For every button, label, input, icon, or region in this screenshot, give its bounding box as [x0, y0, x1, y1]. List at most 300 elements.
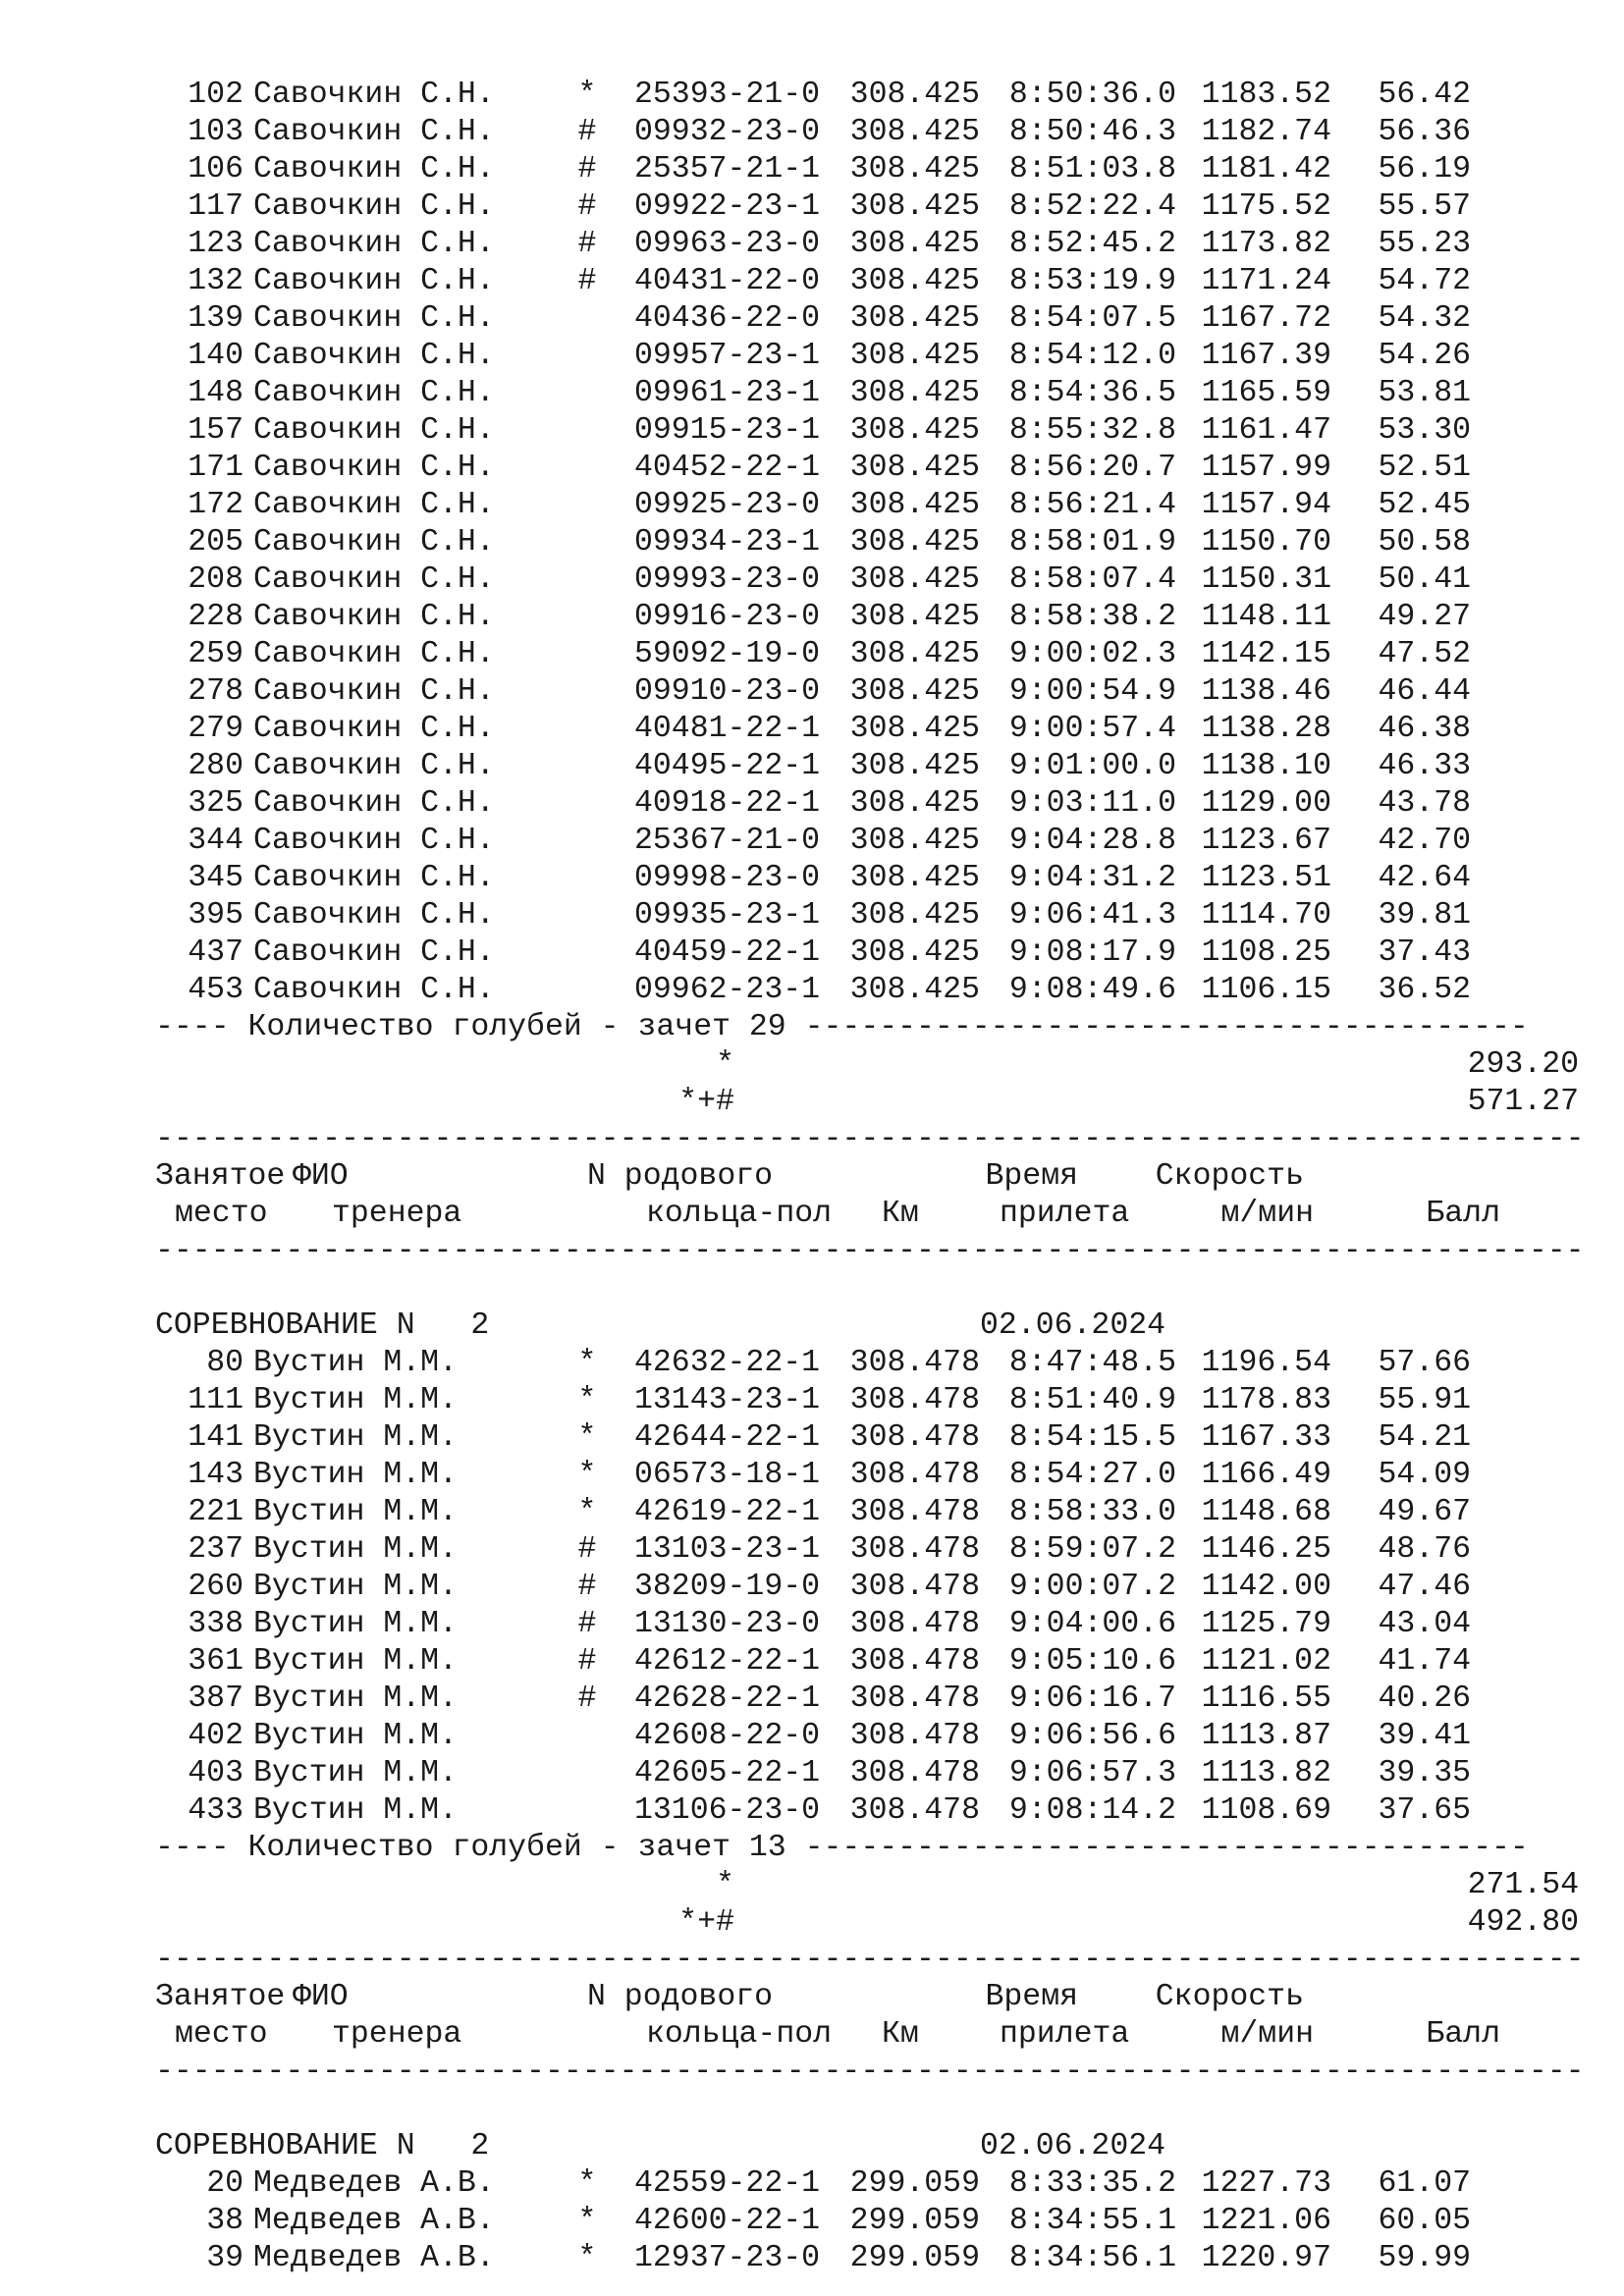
ring-cell: 42605-22-1 — [634, 1756, 821, 1790]
score-cell: 52.51 — [1378, 451, 1471, 485]
place-cell: 278 — [188, 674, 244, 709]
score-cell: 53.81 — [1378, 376, 1471, 410]
km-cell: 308.425 — [849, 749, 980, 783]
time-cell: 8:53:19.9 — [1008, 264, 1176, 298]
sum-star-mark: * — [716, 1047, 734, 1082]
km-cell: 308.425 — [849, 786, 980, 821]
speed-cell: 1150.31 — [1201, 562, 1331, 597]
trainer-name-cell: Медведев А.В. — [253, 2241, 495, 2275]
ring-cell: 42600-22-1 — [634, 2204, 821, 2238]
table-row — [155, 1457, 1585, 1494]
trainer-name-cell: Савочкин С.Н. — [253, 413, 495, 448]
table-row — [155, 823, 1585, 860]
speed-cell: 1142.15 — [1201, 637, 1331, 671]
header-speed-1: Скорость — [1155, 1980, 1304, 2014]
mark-cell — [558, 300, 617, 338]
mark-cell — [558, 1755, 617, 1792]
place-cell: 102 — [188, 78, 244, 112]
place-cell: 141 — [188, 1420, 244, 1455]
trainer-name-cell: Савочкин С.Н. — [253, 301, 495, 336]
km-cell: 308.425 — [849, 637, 980, 671]
header-place-2: место — [175, 2017, 268, 2052]
ring-cell: 09993-23-0 — [634, 562, 821, 597]
ring-cell: 09910-23-0 — [634, 674, 821, 709]
mark-cell: # — [577, 1532, 597, 1567]
time-cell: 9:00:57.4 — [1008, 712, 1176, 746]
table-row — [155, 785, 1585, 823]
table-header-row-1 — [155, 1158, 1585, 1196]
speed-cell: 1106.15 — [1201, 973, 1331, 1007]
table-row — [155, 226, 1585, 263]
ring-cell: 09932-23-0 — [634, 115, 821, 149]
place-cell: 259 — [188, 637, 244, 671]
mark-cell — [558, 1792, 617, 1830]
km-cell: 308.425 — [849, 600, 980, 634]
km-cell: 308.425 — [849, 712, 980, 746]
mark-cell: # — [577, 152, 597, 187]
speed-cell: 1138.10 — [1201, 749, 1331, 783]
time-cell: 8:56:21.4 — [1008, 488, 1176, 522]
km-cell: 308.478 — [849, 1607, 980, 1641]
rule-line: ----------------------------------------------------------------------------- — [155, 1234, 1585, 1268]
mark-cell — [558, 338, 617, 375]
time-cell: 8:51:03.8 — [1008, 152, 1176, 187]
km-cell: 308.425 — [849, 973, 980, 1007]
ring-cell: 40452-22-1 — [634, 451, 821, 485]
ring-cell: 25357-21-1 — [634, 152, 821, 187]
speed-cell: 1166.49 — [1201, 1458, 1331, 1492]
ring-cell: 42559-22-1 — [634, 2166, 821, 2201]
ring-cell: 25367-21-0 — [634, 824, 821, 858]
place-cell: 437 — [188, 935, 244, 970]
speed-cell: 1173.82 — [1201, 227, 1331, 261]
table-row — [155, 748, 1585, 785]
table-row — [155, 1531, 1585, 1569]
time-cell: 8:58:01.9 — [1008, 525, 1176, 560]
mark-cell — [558, 897, 617, 934]
trainer-name-cell: Савочкин С.Н. — [253, 78, 495, 112]
trainer-name-cell: Медведев А.В. — [253, 2166, 495, 2201]
km-cell: 308.425 — [849, 451, 980, 485]
speed-cell: 1108.69 — [1201, 1793, 1331, 1828]
trainer-name-cell: Савочкин С.Н. — [253, 637, 495, 671]
score-cell: 47.52 — [1378, 637, 1471, 671]
speed-cell: 1182.74 — [1201, 115, 1331, 149]
trainer-name-cell: Савочкин С.Н. — [253, 189, 495, 224]
km-cell: 308.425 — [849, 264, 980, 298]
time-cell: 8:52:45.2 — [1008, 227, 1176, 261]
sum-star-row — [155, 1867, 1585, 1904]
place-cell: 221 — [188, 1495, 244, 1529]
ring-cell: 09922-23-1 — [634, 189, 821, 224]
mark-cell — [558, 972, 617, 1009]
km-cell: 308.425 — [849, 898, 980, 933]
ring-cell: 42612-22-1 — [634, 1644, 821, 1679]
mark-cell: # — [577, 1682, 597, 1716]
time-cell: 9:06:16.7 — [1008, 1682, 1176, 1716]
competition-date: 02.06.2024 — [980, 2129, 1166, 2163]
km-cell: 308.478 — [849, 1793, 980, 1828]
score-cell: 46.33 — [1378, 749, 1471, 783]
trainer-name-cell: Савочкин С.Н. — [253, 935, 495, 970]
sum-all-value: 571.27 — [1467, 1085, 1579, 1119]
table-row — [155, 300, 1585, 338]
trainer-name-cell: Савочкин С.Н. — [253, 376, 495, 410]
mark-cell: * — [577, 2241, 597, 2275]
trainer-name-cell: Вустин М.М. — [253, 1570, 458, 1604]
ring-cell: 09962-23-1 — [634, 973, 821, 1007]
table-row — [155, 77, 1585, 114]
place-cell: 143 — [188, 1458, 244, 1492]
mark-cell: * — [577, 1495, 597, 1529]
header-time-1: Время — [985, 1159, 1078, 1194]
speed-cell: 1157.99 — [1201, 451, 1331, 485]
header-name-1: ФИО — [293, 1159, 349, 1194]
time-cell: 8:52:22.4 — [1008, 189, 1176, 224]
speed-cell: 1125.79 — [1201, 1607, 1331, 1641]
time-cell: 8:55:32.8 — [1008, 413, 1176, 448]
speed-cell: 1165.59 — [1201, 376, 1331, 410]
time-cell: 8:50:46.3 — [1008, 115, 1176, 149]
ring-cell: 40436-22-0 — [634, 301, 821, 336]
time-cell: 8:58:33.0 — [1008, 1495, 1176, 1529]
table-row — [155, 934, 1585, 972]
header-name-2: тренера — [332, 1197, 462, 1231]
mark-cell — [558, 561, 617, 599]
header-score: Балл — [1426, 1197, 1500, 1231]
speed-cell: 1150.70 — [1201, 525, 1331, 560]
speed-cell: 1175.52 — [1201, 189, 1331, 224]
sum-all-row — [155, 1904, 1585, 1942]
ring-cell: 09915-23-1 — [634, 413, 821, 448]
score-cell: 55.23 — [1378, 227, 1471, 261]
table-row — [155, 599, 1585, 636]
table-row — [155, 561, 1585, 599]
trainer-name-cell: Савочкин С.Н. — [253, 339, 495, 373]
mark-cell — [558, 599, 617, 636]
place-cell: 403 — [188, 1756, 244, 1790]
trainer-name-cell: Савочкин С.Н. — [253, 600, 495, 634]
competition-date: 02.06.2024 — [980, 1308, 1166, 1343]
place-cell: 132 — [188, 264, 244, 298]
score-cell: 52.45 — [1378, 488, 1471, 522]
table-row — [155, 1345, 1585, 1382]
score-cell: 36.52 — [1378, 973, 1471, 1007]
time-cell: 9:06:41.3 — [1008, 898, 1176, 933]
km-cell: 308.425 — [849, 861, 980, 895]
speed-cell: 1114.70 — [1201, 898, 1331, 933]
place-cell: 453 — [188, 973, 244, 1007]
table-row — [155, 1569, 1585, 1606]
results-document — [155, 77, 1585, 2277]
mark-cell: # — [577, 227, 597, 261]
score-cell: 46.38 — [1378, 712, 1471, 746]
ring-cell: 40459-22-1 — [634, 935, 821, 970]
score-cell: 59.99 — [1378, 2241, 1471, 2275]
score-cell: 54.26 — [1378, 339, 1471, 373]
trainer-name-cell: Савочкин С.Н. — [253, 749, 495, 783]
place-cell: 387 — [188, 1682, 244, 1716]
time-cell: 9:08:14.2 — [1008, 1793, 1176, 1828]
table-row — [155, 860, 1585, 897]
km-cell: 299.059 — [849, 2241, 980, 2275]
speed-cell: 1167.72 — [1201, 301, 1331, 336]
time-cell: 9:06:56.6 — [1008, 1719, 1176, 1753]
header-ring-2: кольца-пол — [646, 2017, 833, 2052]
score-cell: 60.05 — [1378, 2204, 1471, 2238]
sum-all-mark: *+# — [678, 1905, 734, 1940]
speed-cell: 1171.24 — [1201, 264, 1331, 298]
time-cell: 8:34:56.1 — [1008, 2241, 1176, 2275]
speed-cell: 1167.33 — [1201, 1420, 1331, 1455]
km-cell: 308.425 — [849, 488, 980, 522]
rule-line: ----------------------------------------------------------------------------- — [155, 1943, 1585, 1977]
score-cell: 47.46 — [1378, 1570, 1471, 1604]
ring-cell: 09925-23-0 — [634, 488, 821, 522]
pigeon-count-line: ---- Количество голубей - зачет 29 --------------------------------------- — [155, 1010, 1529, 1044]
time-cell: 8:51:40.9 — [1008, 1383, 1176, 1417]
speed-cell: 1161.47 — [1201, 413, 1331, 448]
km-cell: 308.425 — [849, 674, 980, 709]
header-speed-2: м/мин — [1220, 2017, 1314, 2052]
speed-cell: 1178.83 — [1201, 1383, 1331, 1417]
km-cell: 299.059 — [849, 2204, 980, 2238]
place-cell: 228 — [188, 600, 244, 634]
header-time-2: прилета — [1000, 2017, 1130, 2052]
place-cell: 280 — [188, 749, 244, 783]
ring-cell: 38209-19-0 — [634, 1570, 821, 1604]
table-row — [155, 487, 1585, 524]
km-cell: 308.425 — [849, 301, 980, 336]
ring-cell: 40918-22-1 — [634, 786, 821, 821]
ring-cell: 42632-22-1 — [634, 1346, 821, 1380]
km-cell: 308.425 — [849, 525, 980, 560]
speed-cell: 1113.87 — [1201, 1719, 1331, 1753]
ring-cell: 13130-23-0 — [634, 1607, 821, 1641]
trainer-name-cell: Вустин М.М. — [253, 1756, 458, 1790]
km-cell: 308.425 — [849, 115, 980, 149]
time-cell: 9:04:00.6 — [1008, 1607, 1176, 1641]
time-cell: 9:05:10.6 — [1008, 1644, 1176, 1679]
ring-cell: 09935-23-1 — [634, 898, 821, 933]
score-cell: 37.65 — [1378, 1793, 1471, 1828]
header-name-1: ФИО — [293, 1980, 349, 2014]
place-cell: 345 — [188, 861, 244, 895]
km-cell: 308.478 — [849, 1495, 980, 1529]
table-row — [155, 338, 1585, 375]
time-cell: 8:54:12.0 — [1008, 339, 1176, 373]
score-cell: 40.26 — [1378, 1682, 1471, 1716]
mark-cell: # — [577, 264, 597, 298]
ring-cell: 42619-22-1 — [634, 1495, 821, 1529]
score-cell: 39.81 — [1378, 898, 1471, 933]
table-row — [155, 897, 1585, 934]
time-cell: 8:58:38.2 — [1008, 600, 1176, 634]
header-km: Км — [882, 2017, 919, 2052]
trainer-name-cell: Савочкин С.Н. — [253, 562, 495, 597]
mark-cell: # — [577, 115, 597, 149]
trainer-name-cell: Савочкин С.Н. — [253, 115, 495, 149]
table-row — [155, 1419, 1585, 1457]
place-cell: 402 — [188, 1719, 244, 1753]
competition-line — [155, 1308, 1585, 1345]
speed-cell: 1167.39 — [1201, 339, 1331, 373]
km-cell: 308.478 — [849, 1644, 980, 1679]
score-cell: 39.41 — [1378, 1719, 1471, 1753]
score-cell: 50.58 — [1378, 525, 1471, 560]
km-cell: 308.425 — [849, 935, 980, 970]
time-cell: 8:54:27.0 — [1008, 1458, 1176, 1492]
mark-cell — [558, 673, 617, 711]
mark-cell — [558, 412, 617, 450]
trainer-name-cell: Вустин М.М. — [253, 1682, 458, 1716]
header-km: Км — [882, 1197, 919, 1231]
km-cell: 308.478 — [849, 1682, 980, 1716]
blank-line — [155, 1270, 1585, 1308]
score-cell: 37.43 — [1378, 935, 1471, 970]
sum-star-value: 293.20 — [1467, 1047, 1579, 1082]
trainer-name-cell: Савочкин С.Н. — [253, 786, 495, 821]
sum-all-value: 492.80 — [1467, 1905, 1579, 1940]
trainer-name-cell: Вустин М.М. — [253, 1420, 458, 1455]
score-cell: 42.64 — [1378, 861, 1471, 895]
blank-line — [155, 2091, 1585, 2128]
competition-label: СОРЕВНОВАНИЕ N 2 — [155, 1308, 490, 1343]
speed-cell: 1148.11 — [1201, 600, 1331, 634]
time-cell: 8:54:07.5 — [1008, 301, 1176, 336]
sum-star-value: 271.54 — [1467, 1868, 1579, 1902]
table-row — [155, 2240, 1585, 2277]
speed-cell: 1183.52 — [1201, 78, 1331, 112]
speed-cell: 1142.00 — [1201, 1570, 1331, 1604]
speed-cell: 1196.54 — [1201, 1346, 1331, 1380]
place-cell: 117 — [188, 189, 244, 224]
table-row — [155, 412, 1585, 450]
score-cell: 50.41 — [1378, 562, 1471, 597]
mark-cell: * — [577, 1420, 597, 1455]
time-cell: 8:54:15.5 — [1008, 1420, 1176, 1455]
km-cell: 308.478 — [849, 1532, 980, 1567]
speed-cell: 1113.82 — [1201, 1756, 1331, 1790]
table-row — [155, 375, 1585, 412]
mark-cell — [558, 823, 617, 860]
sum-star-mark: * — [716, 1868, 734, 1902]
table-row — [155, 524, 1585, 561]
ring-cell: 13106-23-0 — [634, 1793, 821, 1828]
trainer-name-cell: Савочкин С.Н. — [253, 227, 495, 261]
trainer-name-cell: Вустин М.М. — [253, 1495, 458, 1529]
place-cell: 237 — [188, 1532, 244, 1567]
score-cell: 56.36 — [1378, 115, 1471, 149]
time-cell: 8:50:36.0 — [1008, 78, 1176, 112]
place-cell: 205 — [188, 525, 244, 560]
ring-cell: 09957-23-1 — [634, 339, 821, 373]
place-cell: 157 — [188, 413, 244, 448]
speed-cell: 1108.25 — [1201, 935, 1331, 970]
mark-cell: * — [577, 78, 597, 112]
speed-cell: 1157.94 — [1201, 488, 1331, 522]
mark-cell — [558, 711, 617, 748]
table-row — [155, 711, 1585, 748]
score-cell: 61.07 — [1378, 2166, 1471, 2201]
score-cell: 39.35 — [1378, 1756, 1471, 1790]
ring-cell: 13103-23-1 — [634, 1532, 821, 1567]
ring-cell: 13143-23-1 — [634, 1383, 821, 1417]
place-cell: 139 — [188, 301, 244, 336]
trainer-name-cell: Савочкин С.Н. — [253, 861, 495, 895]
trainer-name-cell: Медведев А.В. — [253, 2204, 495, 2238]
ring-cell: 40481-22-1 — [634, 712, 821, 746]
table-row — [155, 1681, 1585, 1718]
time-cell: 8:58:07.4 — [1008, 562, 1176, 597]
rule-line: ----------------------------------------------------------------------------- — [155, 1122, 1585, 1156]
ring-cell: 25393-21-0 — [634, 78, 821, 112]
speed-cell: 1121.02 — [1201, 1644, 1331, 1679]
score-cell: 56.42 — [1378, 78, 1471, 112]
table-row — [155, 1643, 1585, 1681]
score-cell: 48.76 — [1378, 1532, 1471, 1567]
ring-cell: 06573-18-1 — [634, 1458, 821, 1492]
km-cell: 308.425 — [849, 78, 980, 112]
ring-cell: 09916-23-0 — [634, 600, 821, 634]
speed-cell: 1138.46 — [1201, 674, 1331, 709]
table-row — [155, 636, 1585, 673]
trainer-name-cell: Вустин М.М. — [253, 1346, 458, 1380]
km-cell: 308.425 — [849, 189, 980, 224]
place-cell: 148 — [188, 376, 244, 410]
place-cell: 361 — [188, 1644, 244, 1679]
trainer-name-cell: Савочкин С.Н. — [253, 525, 495, 560]
table-row — [155, 114, 1585, 151]
trainer-name-cell: Савочкин С.Н. — [253, 488, 495, 522]
mark-cell — [558, 450, 617, 487]
mark-cell — [558, 524, 617, 561]
km-cell: 308.425 — [849, 227, 980, 261]
ring-cell: 09934-23-1 — [634, 525, 821, 560]
score-cell: 54.21 — [1378, 1420, 1471, 1455]
speed-cell: 1220.97 — [1201, 2241, 1331, 2275]
trainer-name-cell: Вустин М.М. — [253, 1793, 458, 1828]
trainer-name-cell: Вустин М.М. — [253, 1532, 458, 1567]
km-cell: 308.425 — [849, 413, 980, 448]
table-row — [155, 263, 1585, 300]
mark-cell — [558, 934, 617, 972]
place-cell: 395 — [188, 898, 244, 933]
km-cell: 308.425 — [849, 376, 980, 410]
mark-cell: * — [577, 1458, 597, 1492]
header-name-2: тренера — [332, 2017, 462, 2052]
place-cell: 325 — [188, 786, 244, 821]
score-cell: 49.27 — [1378, 600, 1471, 634]
mark-cell — [558, 748, 617, 785]
table-row — [155, 2203, 1585, 2240]
ring-cell: 42644-22-1 — [634, 1420, 821, 1455]
header-ring-1: N родового — [587, 1980, 774, 2014]
table-row — [155, 151, 1585, 188]
table-row — [155, 2165, 1585, 2203]
km-cell: 308.478 — [849, 1570, 980, 1604]
place-cell: 208 — [188, 562, 244, 597]
table-row — [155, 1792, 1585, 1830]
trainer-name-cell: Савочкин С.Н. — [253, 451, 495, 485]
score-cell: 57.66 — [1378, 1346, 1471, 1380]
km-cell: 308.478 — [849, 1756, 980, 1790]
time-cell: 9:08:17.9 — [1008, 935, 1176, 970]
header-place-2: место — [175, 1197, 268, 1231]
km-cell: 308.425 — [849, 824, 980, 858]
ring-cell: 09998-23-0 — [634, 861, 821, 895]
place-cell: 344 — [188, 824, 244, 858]
